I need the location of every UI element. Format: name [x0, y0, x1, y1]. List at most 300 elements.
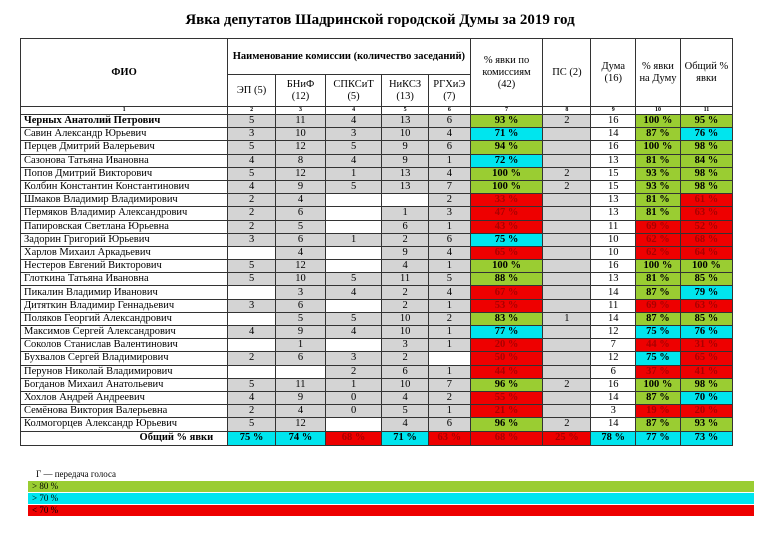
commission-count-0: 5 — [228, 115, 276, 128]
total-pct: 20 % — [680, 405, 732, 418]
header-commission-1: БНиФ (12) — [276, 75, 326, 107]
commission-count-3: 10 — [382, 326, 429, 339]
pct-commissions: 100 % — [470, 260, 543, 273]
pct-commissions: 100 % — [470, 180, 543, 193]
commission-count-3: 4 — [382, 260, 429, 273]
pct-commissions: 55 % — [470, 391, 543, 404]
commission-count-2: 4 — [325, 326, 381, 339]
pct-commissions: 94 % — [470, 141, 543, 154]
ps-count — [543, 233, 591, 246]
deputy-name: Соколов Станислав Валентинович — [21, 339, 228, 352]
legend-item-green: > 80 % — [28, 481, 754, 492]
total-overall: 73 % — [680, 431, 732, 445]
ps-count — [543, 207, 591, 220]
table-row — [21, 141, 733, 154]
total-pct: 31 % — [680, 339, 732, 352]
commission-count-1: 12 — [276, 167, 326, 180]
header-total_pct: Общий % явки — [680, 39, 732, 107]
deputy-name: Пермяков Владимир Александрович — [21, 207, 228, 220]
deputy-name: Пикалин Владимир Иванович — [21, 286, 228, 299]
table-row — [21, 352, 733, 365]
total-pct: 85 % — [680, 312, 732, 325]
table-row — [21, 273, 733, 286]
commission-count-2: 1 — [325, 167, 381, 180]
table-row — [21, 365, 733, 378]
duma-count: 7 — [591, 339, 636, 352]
duma-count: 14 — [591, 312, 636, 325]
pct-duma: 87 % — [636, 312, 681, 325]
deputy-name: Богданов Михаил Анатольевич — [21, 378, 228, 391]
table-row — [21, 233, 733, 246]
commission-count-1: 1 — [276, 339, 326, 352]
deputy-name: Дитяткин Владимир Геннадьевич — [21, 299, 228, 312]
deputy-name: Черных Анатолий Петрович — [21, 115, 228, 128]
deputy-name: Хохлов Андрей Андреевич — [21, 391, 228, 404]
ps-count: 2 — [543, 180, 591, 193]
commission-count-4: 6 — [429, 233, 471, 246]
column-number-5: 5 — [382, 107, 429, 115]
duma-count: 3 — [591, 405, 636, 418]
pct-commissions: 43 % — [470, 220, 543, 233]
commission-count-2: 3 — [325, 128, 381, 141]
commission-count-2 — [325, 220, 381, 233]
duma-count: 15 — [591, 167, 636, 180]
header-commission-0: ЭП (5) — [228, 75, 276, 107]
commission-count-3: 10 — [382, 312, 429, 325]
duma-count: 16 — [591, 141, 636, 154]
total-pct-commissions: 68 % — [470, 431, 543, 445]
commission-count-0: 2 — [228, 220, 276, 233]
commission-count-4: 1 — [429, 326, 471, 339]
duma-count: 11 — [591, 299, 636, 312]
commission-count-1: 10 — [276, 273, 326, 286]
commission-count-4: 5 — [429, 273, 471, 286]
duma-count: 16 — [591, 260, 636, 273]
total-pct: 98 % — [680, 180, 732, 193]
commission-count-3: 9 — [382, 154, 429, 167]
pct-commissions: 100 % — [470, 167, 543, 180]
pct-duma: 81 % — [636, 207, 681, 220]
commission-count-1: 6 — [276, 233, 326, 246]
total-commission-1: 74 % — [276, 431, 326, 445]
commission-count-3: 13 — [382, 167, 429, 180]
pct-commissions: 71 % — [470, 128, 543, 141]
deputy-name: Шмаков Владимир Владимирович — [21, 194, 228, 207]
header-commission-4: РГХиЭ (7) — [429, 75, 471, 107]
pct-duma: 81 % — [636, 273, 681, 286]
ps-count — [543, 260, 591, 273]
deputy-name: Попов Дмитрий Викторович — [21, 167, 228, 180]
pct-duma: 69 % — [636, 220, 681, 233]
commission-count-4: 1 — [429, 339, 471, 352]
commission-count-4: 1 — [429, 405, 471, 418]
table-row — [21, 128, 733, 141]
table-row — [21, 220, 733, 233]
commission-count-2 — [325, 418, 381, 431]
pct-commissions: 65 % — [470, 246, 543, 259]
commission-count-1: 12 — [276, 141, 326, 154]
deputy-name: Колбин Константин Константинович — [21, 180, 228, 193]
total-pct: 41 % — [680, 365, 732, 378]
commission-count-0: 3 — [228, 128, 276, 141]
column-number-10: 10 — [636, 107, 681, 115]
commission-count-4: 1 — [429, 154, 471, 167]
pct-commissions: 72 % — [470, 154, 543, 167]
pct-duma: 100 % — [636, 378, 681, 391]
commission-count-2 — [325, 246, 381, 259]
commission-count-0: 4 — [228, 391, 276, 404]
commission-count-2: 4 — [325, 154, 381, 167]
commission-count-0: 5 — [228, 273, 276, 286]
commission-count-0: 2 — [228, 194, 276, 207]
total-pct: 84 % — [680, 154, 732, 167]
commission-count-0: 5 — [228, 260, 276, 273]
total-pct: 61 % — [680, 194, 732, 207]
total-pct: 52 % — [680, 220, 732, 233]
ps-count — [543, 154, 591, 167]
deputy-name: Колмогорцев Александр Юрьевич — [21, 418, 228, 431]
commission-count-4: 4 — [429, 246, 471, 259]
ps-count: 1 — [543, 312, 591, 325]
deputy-name: Максимов Сергей Александрович — [21, 326, 228, 339]
ps-count — [543, 220, 591, 233]
ps-count — [543, 141, 591, 154]
table-row — [21, 378, 733, 391]
duma-count: 14 — [591, 128, 636, 141]
total-pct: 98 % — [680, 167, 732, 180]
header-commission-group: Наименование комиссии (количество заседаний) — [228, 39, 470, 75]
commission-count-3: 11 — [382, 273, 429, 286]
table-row — [21, 246, 733, 259]
duma-count: 13 — [591, 273, 636, 286]
commission-count-0 — [228, 339, 276, 352]
legend-item-red: < 70 % — [28, 505, 754, 516]
duma-count: 13 — [591, 194, 636, 207]
header-commission-3: НиКСЗ (13) — [382, 75, 429, 107]
total-pct: 68 % — [680, 233, 732, 246]
header-commission-2: СПКСиТ (5) — [325, 75, 381, 107]
ps-count — [543, 246, 591, 259]
commission-count-3: 13 — [382, 180, 429, 193]
duma-count: 10 — [591, 246, 636, 259]
pct-commissions: 20 % — [470, 339, 543, 352]
commission-count-0: 5 — [228, 167, 276, 180]
table-row — [21, 207, 733, 220]
duma-count: 11 — [591, 220, 636, 233]
commission-count-4: 4 — [429, 128, 471, 141]
table-row — [21, 405, 733, 418]
commission-count-4: 6 — [429, 115, 471, 128]
pct-commissions: 21 % — [470, 405, 543, 418]
table-row — [21, 286, 733, 299]
commission-count-1: 11 — [276, 115, 326, 128]
ps-count: 2 — [543, 418, 591, 431]
commission-count-3: 9 — [382, 141, 429, 154]
total-pct: 64 % — [680, 246, 732, 259]
commission-count-1: 10 — [276, 128, 326, 141]
pct-duma: 87 % — [636, 286, 681, 299]
header-pct_commissions: % явки по комиссиям (42) — [470, 39, 543, 107]
pct-duma: 87 % — [636, 391, 681, 404]
commission-count-1: 5 — [276, 220, 326, 233]
commission-count-1: 4 — [276, 246, 326, 259]
duma-count: 14 — [591, 418, 636, 431]
header-duma: Дума (16) — [591, 39, 636, 107]
commission-count-1 — [276, 365, 326, 378]
ps-count: 2 — [543, 115, 591, 128]
commission-count-3: 2 — [382, 299, 429, 312]
commission-count-1: 12 — [276, 418, 326, 431]
pct-duma: 93 % — [636, 180, 681, 193]
table-row — [21, 167, 733, 180]
table-row — [21, 326, 733, 339]
commission-count-2: 5 — [325, 141, 381, 154]
pct-duma: 87 % — [636, 128, 681, 141]
table-row — [21, 194, 733, 207]
pct-duma: 87 % — [636, 418, 681, 431]
pct-commissions: 47 % — [470, 207, 543, 220]
deputy-name: Перунов Николай Владимирович — [21, 365, 228, 378]
commission-count-0: 3 — [228, 233, 276, 246]
commission-count-1: 4 — [276, 194, 326, 207]
commission-count-0: 4 — [228, 180, 276, 193]
table-row — [21, 260, 733, 273]
duma-count: 10 — [591, 233, 636, 246]
header-ps: ПС (2) — [543, 39, 591, 107]
ps-count: 2 — [543, 167, 591, 180]
commission-count-2: 5 — [325, 180, 381, 193]
column-number-8: 8 — [543, 107, 591, 115]
legend-note: Г — передача голоса — [36, 469, 117, 479]
commission-count-0: 4 — [228, 326, 276, 339]
duma-count: 12 — [591, 352, 636, 365]
column-number-6: 6 — [429, 107, 471, 115]
total-pct: 93 % — [680, 418, 732, 431]
commission-count-0 — [228, 246, 276, 259]
commission-count-4: 7 — [429, 378, 471, 391]
totals-label: Общий % явки — [21, 431, 228, 445]
deputy-name: Бухвалов Сергей Владимирович — [21, 352, 228, 365]
total-commission-0: 75 % — [228, 431, 276, 445]
duma-count: 12 — [591, 326, 636, 339]
ps-count — [543, 326, 591, 339]
commission-count-1: 11 — [276, 378, 326, 391]
ps-count — [543, 405, 591, 418]
commission-count-2: 1 — [325, 233, 381, 246]
ps-count — [543, 391, 591, 404]
column-number-3: 3 — [276, 107, 326, 115]
commission-count-2 — [325, 339, 381, 352]
pct-commissions: 33 % — [470, 194, 543, 207]
commission-count-0: 5 — [228, 378, 276, 391]
commission-count-4: 1 — [429, 220, 471, 233]
pct-commissions: 88 % — [470, 273, 543, 286]
commission-count-4 — [429, 352, 471, 365]
commission-count-0: 5 — [228, 141, 276, 154]
pct-duma: 100 % — [636, 115, 681, 128]
total-pct-duma: 77 % — [636, 431, 681, 445]
commission-count-4: 2 — [429, 312, 471, 325]
total-duma: 78 % — [591, 431, 636, 445]
pct-commissions: 96 % — [470, 378, 543, 391]
duma-count: 16 — [591, 378, 636, 391]
commission-count-0: 2 — [228, 405, 276, 418]
commission-count-2: 1 — [325, 378, 381, 391]
total-commission-2: 68 % — [325, 431, 381, 445]
commission-count-4: 2 — [429, 194, 471, 207]
duma-count: 14 — [591, 391, 636, 404]
commission-count-4: 3 — [429, 207, 471, 220]
commission-count-4: 1 — [429, 299, 471, 312]
total-pct: 98 % — [680, 378, 732, 391]
commission-count-1: 3 — [276, 286, 326, 299]
commission-count-1: 8 — [276, 154, 326, 167]
total-pct: 100 % — [680, 260, 732, 273]
pct-commissions: 75 % — [470, 233, 543, 246]
commission-count-2: 3 — [325, 352, 381, 365]
commission-count-2: 4 — [325, 115, 381, 128]
total-pct: 63 % — [680, 207, 732, 220]
total-pct: 95 % — [680, 115, 732, 128]
pct-duma: 93 % — [636, 167, 681, 180]
commission-count-4: 1 — [429, 260, 471, 273]
ps-count: 2 — [543, 378, 591, 391]
commission-count-3: 4 — [382, 418, 429, 431]
pct-commissions: 77 % — [470, 326, 543, 339]
ps-count — [543, 286, 591, 299]
duma-count: 13 — [591, 207, 636, 220]
total-pct: 98 % — [680, 141, 732, 154]
commission-count-3: 10 — [382, 378, 429, 391]
pct-commissions: 50 % — [470, 352, 543, 365]
commission-count-1: 9 — [276, 180, 326, 193]
deputy-name: Поляков Георгий Александрович — [21, 312, 228, 325]
pct-duma: 37 % — [636, 365, 681, 378]
commission-count-3 — [382, 194, 429, 207]
total-pct: 63 % — [680, 299, 732, 312]
commission-count-3: 5 — [382, 405, 429, 418]
commission-count-1: 12 — [276, 260, 326, 273]
column-number-11: 11 — [680, 107, 732, 115]
deputy-name: Перцев Дмитрий Валерьевич — [21, 141, 228, 154]
ps-count — [543, 352, 591, 365]
totals-row — [21, 431, 733, 445]
commission-count-3: 2 — [382, 352, 429, 365]
commission-count-4: 4 — [429, 286, 471, 299]
commission-count-4: 1 — [429, 365, 471, 378]
commission-count-0: 5 — [228, 418, 276, 431]
column-number-9: 9 — [591, 107, 636, 115]
total-pct: 79 % — [680, 286, 732, 299]
commission-count-2: 0 — [325, 405, 381, 418]
commission-count-1: 9 — [276, 391, 326, 404]
pct-duma: 44 % — [636, 339, 681, 352]
total-commission-4: 63 % — [429, 431, 471, 445]
commission-count-3: 6 — [382, 365, 429, 378]
table-row — [21, 391, 733, 404]
header-pct_duma: % явки на Думу — [636, 39, 681, 107]
table-row — [21, 418, 733, 431]
commission-count-4: 6 — [429, 141, 471, 154]
deputy-name: Папировская Светлана Юрьевна — [21, 220, 228, 233]
table-row — [21, 180, 733, 193]
commission-count-2: 5 — [325, 312, 381, 325]
page-title: Явка депутатов Шадринской городской Думы за 2019 год — [185, 12, 575, 28]
commission-count-0: 4 — [228, 154, 276, 167]
commission-count-2: 4 — [325, 286, 381, 299]
commission-count-3: 13 — [382, 115, 429, 128]
commission-count-2 — [325, 260, 381, 273]
commission-count-4: 6 — [429, 418, 471, 431]
total-pct: 85 % — [680, 273, 732, 286]
pct-duma: 81 % — [636, 154, 681, 167]
total-ps: 25 % — [543, 431, 591, 445]
commission-count-0 — [228, 286, 276, 299]
pct-commissions: 96 % — [470, 418, 543, 431]
deputy-name: Задорин Григорий Юрьевич — [21, 233, 228, 246]
commission-count-2: 2 — [325, 365, 381, 378]
pct-commissions: 93 % — [470, 115, 543, 128]
commission-count-1: 6 — [276, 207, 326, 220]
deputy-name: Нестеров Евгений Викторович — [21, 260, 228, 273]
commission-count-1: 6 — [276, 352, 326, 365]
commission-count-3: 10 — [382, 128, 429, 141]
ps-count — [543, 365, 591, 378]
ps-count — [543, 128, 591, 141]
commission-count-3: 2 — [382, 286, 429, 299]
total-pct: 76 % — [680, 128, 732, 141]
ps-count — [543, 273, 591, 286]
commission-count-2: 0 — [325, 391, 381, 404]
column-number-1: 1 — [21, 107, 228, 115]
table-row — [21, 115, 733, 128]
duma-count: 14 — [591, 286, 636, 299]
commission-count-4: 4 — [429, 167, 471, 180]
commission-count-2 — [325, 194, 381, 207]
pct-commissions: 83 % — [470, 312, 543, 325]
commission-count-0: 2 — [228, 352, 276, 365]
pct-commissions: 53 % — [470, 299, 543, 312]
duma-count: 6 — [591, 365, 636, 378]
pct-duma: 100 % — [636, 260, 681, 273]
commission-count-2 — [325, 299, 381, 312]
ps-count — [543, 339, 591, 352]
pct-duma: 62 % — [636, 233, 681, 246]
deputy-name: Сазонова Татьяна Ивановна — [21, 154, 228, 167]
commission-count-3: 1 — [382, 207, 429, 220]
total-pct: 70 % — [680, 391, 732, 404]
deputy-name: Глоткина Татьяна Ивановна — [21, 273, 228, 286]
commission-count-2: 5 — [325, 273, 381, 286]
commission-count-4: 7 — [429, 180, 471, 193]
pct-duma: 100 % — [636, 141, 681, 154]
header-fio: ФИО — [21, 39, 228, 107]
column-number-4: 4 — [325, 107, 381, 115]
commission-count-1: 6 — [276, 299, 326, 312]
column-number-7: 7 — [470, 107, 543, 115]
pct-commissions: 44 % — [470, 365, 543, 378]
pct-duma: 19 % — [636, 405, 681, 418]
commission-count-4: 2 — [429, 391, 471, 404]
attendance-table — [20, 38, 733, 446]
duma-count: 15 — [591, 180, 636, 193]
ps-count — [543, 194, 591, 207]
total-pct: 76 % — [680, 326, 732, 339]
duma-count: 13 — [591, 154, 636, 167]
pct-duma: 69 % — [636, 299, 681, 312]
duma-count: 16 — [591, 115, 636, 128]
deputy-name: Семёнова Виктория Валерьевна — [21, 405, 228, 418]
